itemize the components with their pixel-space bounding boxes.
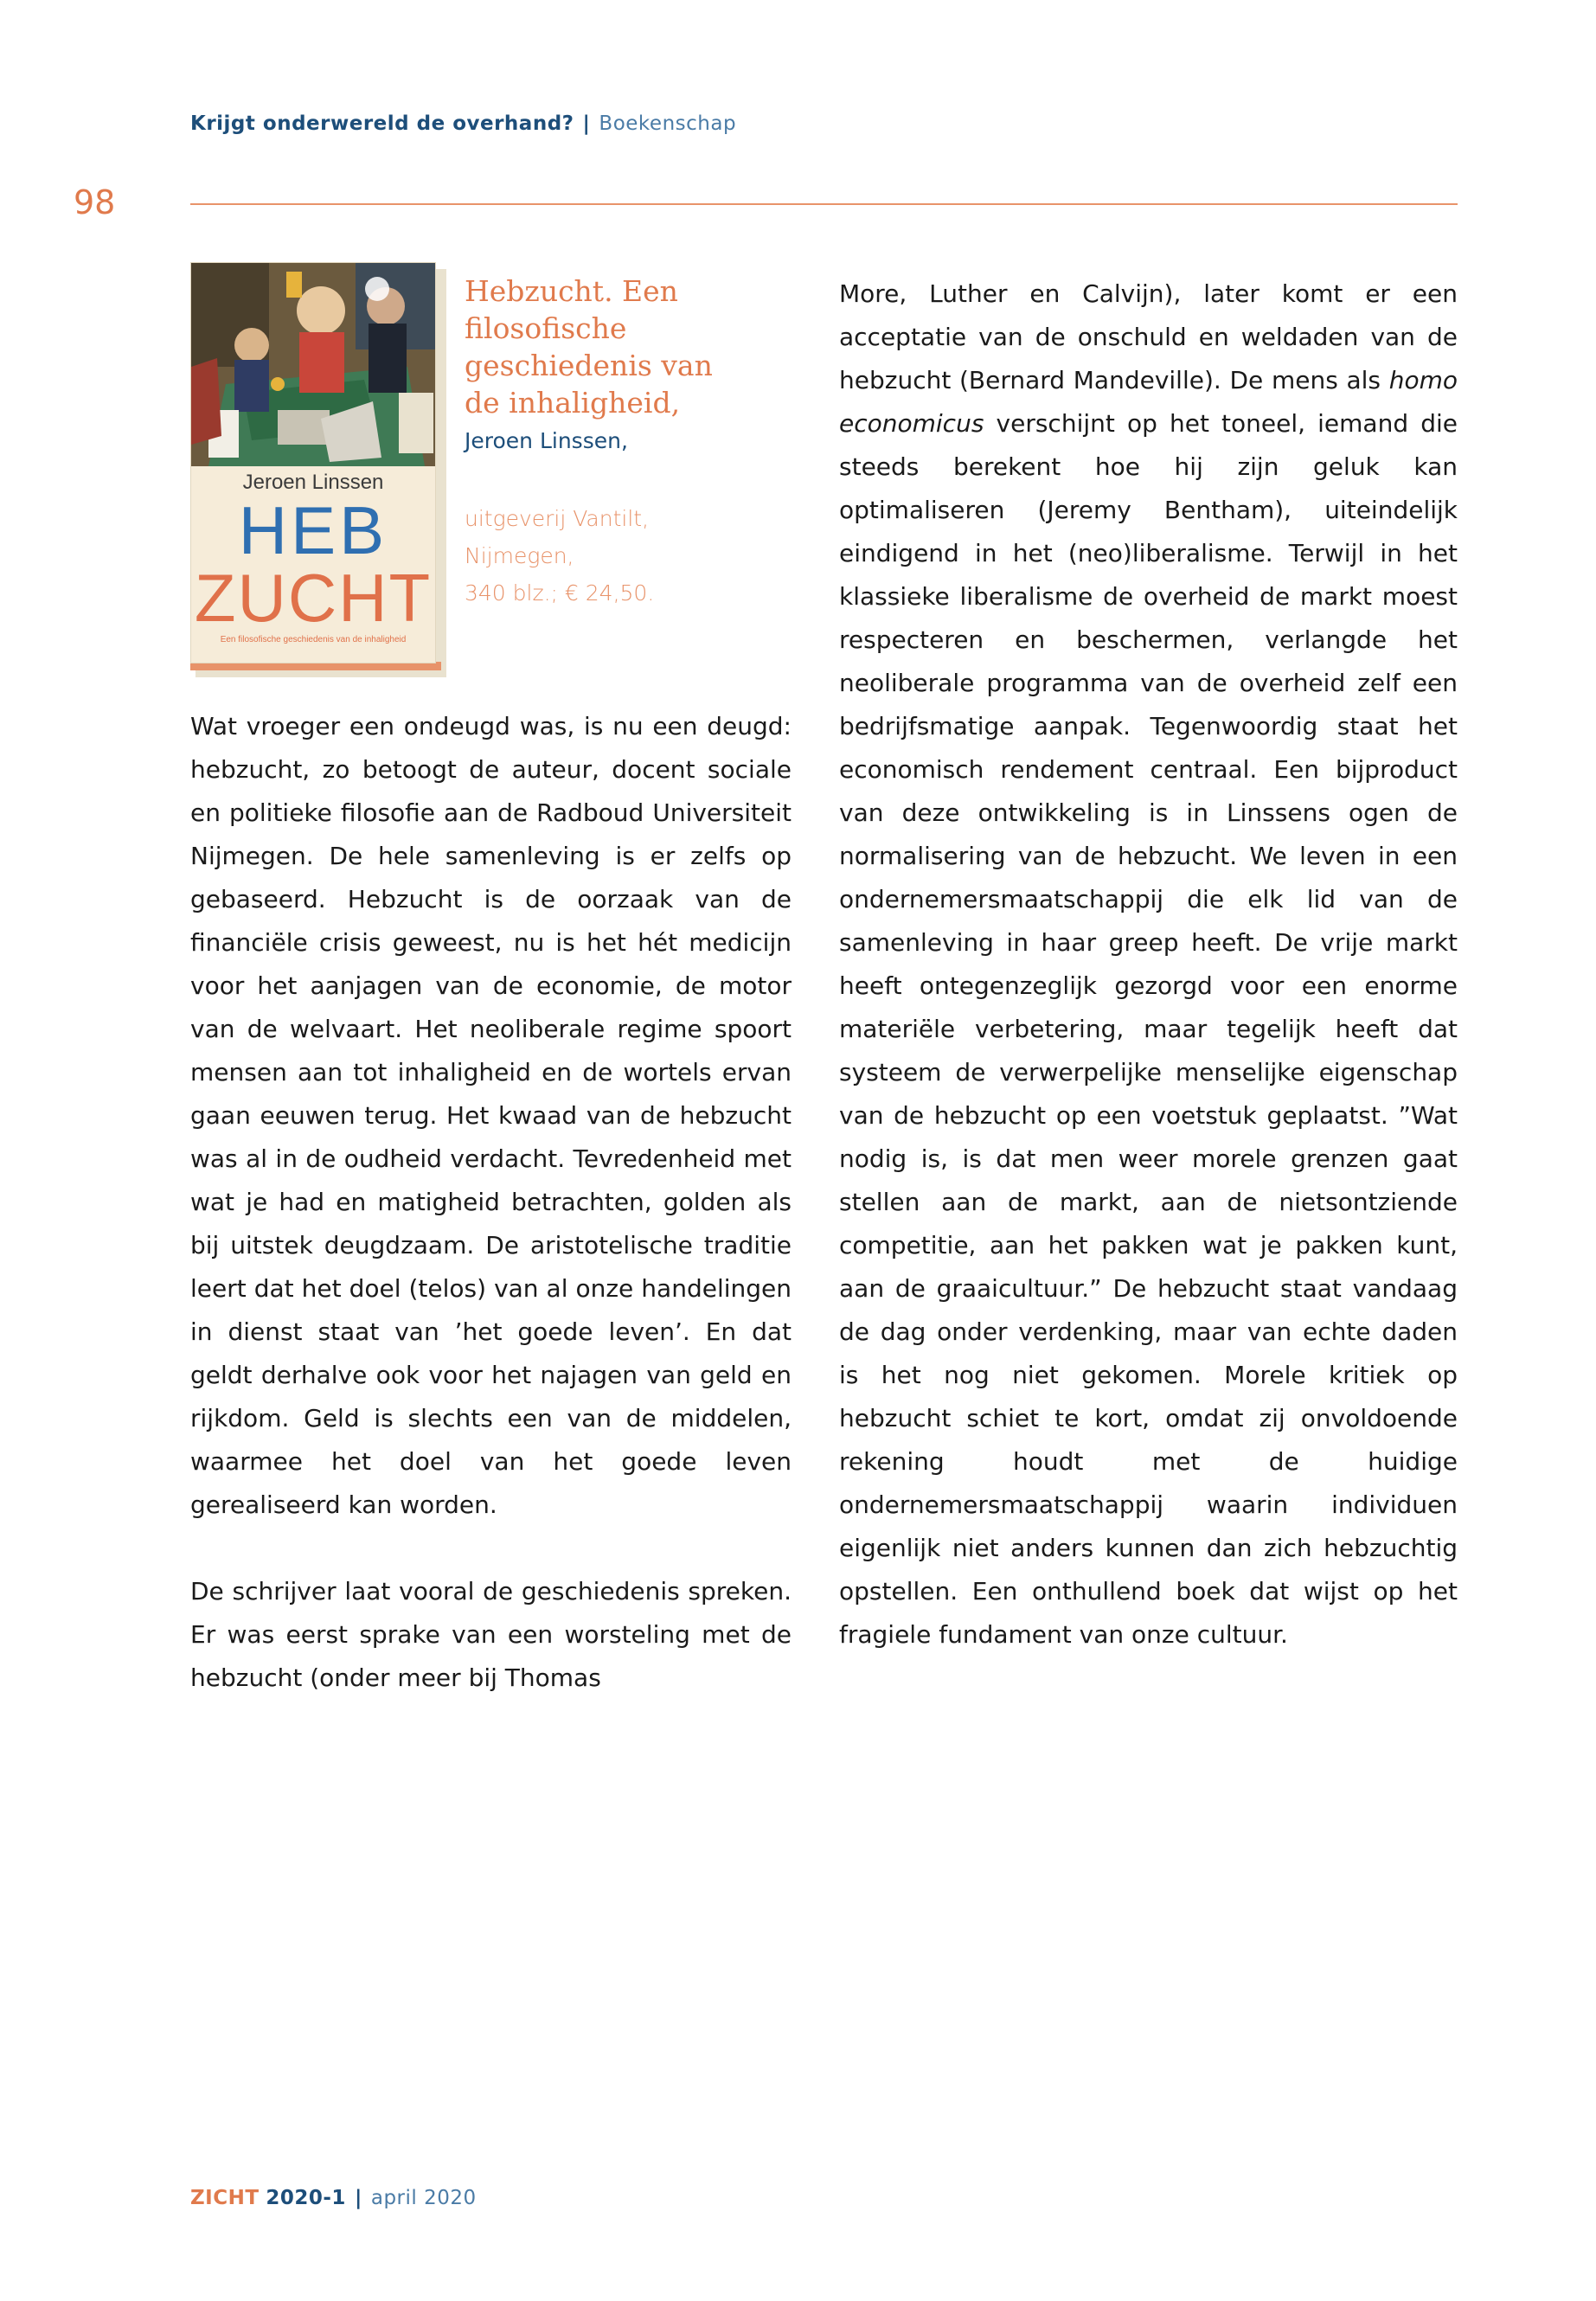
cover-title-line2: ZUCHT	[194, 560, 433, 636]
cover-title-line1: HEB	[238, 492, 388, 568]
cover-face	[190, 262, 436, 663]
cover-subtitle: Een filosofische geschiedenis van de inhaligheid	[220, 635, 407, 644]
footer-magazine: ZICHT	[190, 2187, 260, 2209]
body-emphasis: homo economicus	[839, 366, 1458, 438]
footer-date: april 2020	[370, 2187, 477, 2209]
book-cover	[190, 262, 441, 670]
running-header	[190, 112, 736, 135]
body-column-right	[839, 272, 1458, 1657]
body-text: More, Luther en Calvijn), later komt er een acceptatie van de onschuld en weldaden van de hebzucht (Bernard Mandeville). De mens als	[839, 279, 1458, 394]
footer-issue: 2020-1	[266, 2187, 346, 2209]
book-details: 340 blz.; € 24,50.	[465, 580, 655, 606]
cover-author: Jeroen Linssen	[242, 471, 384, 494]
book-title: Hebzucht. Een filosofische geschiedenis van de inhaligheid,	[465, 274, 713, 420]
book-publication-info	[465, 500, 654, 612]
body-column-left	[190, 705, 792, 1700]
body-paragraph	[839, 272, 1458, 1657]
header-section-title: Krijgt onderwereld de overhand?	[190, 112, 574, 135]
body-paragraph: De schrijver laat vooral de geschiedenis spreken. Er was eerst sprake van een worsteling met de hebzucht (onder meer bij Thomas	[190, 1577, 792, 1692]
header-rule	[190, 203, 1458, 205]
header-separator: |	[582, 112, 591, 135]
cover-painting	[191, 263, 436, 466]
page-number: 98	[74, 183, 116, 221]
body-paragraph: Wat vroeger een ondeugd was, is nu een deugd: hebzucht, zo betoogt de auteur, docent sociale en politieke filosofie aan de Radboud Universiteit Nijmegen. De hele samenleving is er zelfs op gebaseerd. Hebzucht is de oorzaak van de financiële crisis geweest, nu is het hét medicijn voor het aanjagen van de economie, de motor van de welvaart. Het neoliberale regime spoort mensen aan tot inhaligheid en de wortels ervan gaan eeuwen terug. Het kwaad van de hebzucht was al in de oudheid verdacht. Tevredenheid met wat je had en matigheid betrachten, golden als bij uitstek deugdzaam. De aristotelische traditie leert dat het doel (telos) van al onze handelingen in dienst staat van ’het goede leven’. En dat geldt derhalve ook voor het najagen van geld en rijkdom. Geld is slechts een van de middelen, waarmee het doel van het goede leven gerealiseerd kan worden.	[190, 712, 792, 1519]
book-publisher: uitgeverij Vantilt,	[465, 506, 650, 531]
body-text: verschijnt op het toneel, iemand die steeds berekent hoe hij zijn geluk kan optimaliseren (Jeremy Bentham), uiteindelijk eindigend in het (neo)liberalisme. Terwijl in het klassieke liberalisme de overheid de markt moest respecteren en beschermen, verlangde het neoliberale programma van de overheid zelf een bedrijfsmatige aanpak. Tegenwoordig staat het economisch rendement centraal. Een bijproduct van deze ontwikkeling is in Linssens ogen de normalisering van de hebzucht. We leven in een ondernemersmaatschappij die elk lid van de samenleving in haar greep heeft. De vrije markt heeft ontegenzeglijk gezorgd voor een enorme materiële verbetering, maar tegelijk heeft dat systeem de verwerpelijke menselijke eigenschap van de hebzucht op een voetstuk geplaatst. ”Wat nodig is, is dat men weer morele grenzen gaat stellen aan de markt, aan de nietsontziende competitie, aan het pakken wat je pakken kunt, aan de graaicultuur.” De hebzucht staat vandaag de dag onder verdenking, maar van echte daden is het nog niet gekomen. Morele kritiek op hebzucht schiet te kort, omdat zij onvoldoende rekening houdt met de huidige ondernemersmaatschappij waarin individuen eigenlijk niet anders kunnen dan zich hebzuchtig opstellen. Een onthullend boek dat wijst op het fragiele fundament van onze cultuur.	[839, 409, 1458, 1649]
footer-separator: |	[354, 2187, 362, 2209]
header-column-name: Boekenschap	[599, 112, 737, 135]
book-author: Jeroen Linssen,	[465, 428, 628, 453]
running-footer	[190, 2187, 477, 2209]
book-city: Nijmegen,	[465, 543, 574, 568]
